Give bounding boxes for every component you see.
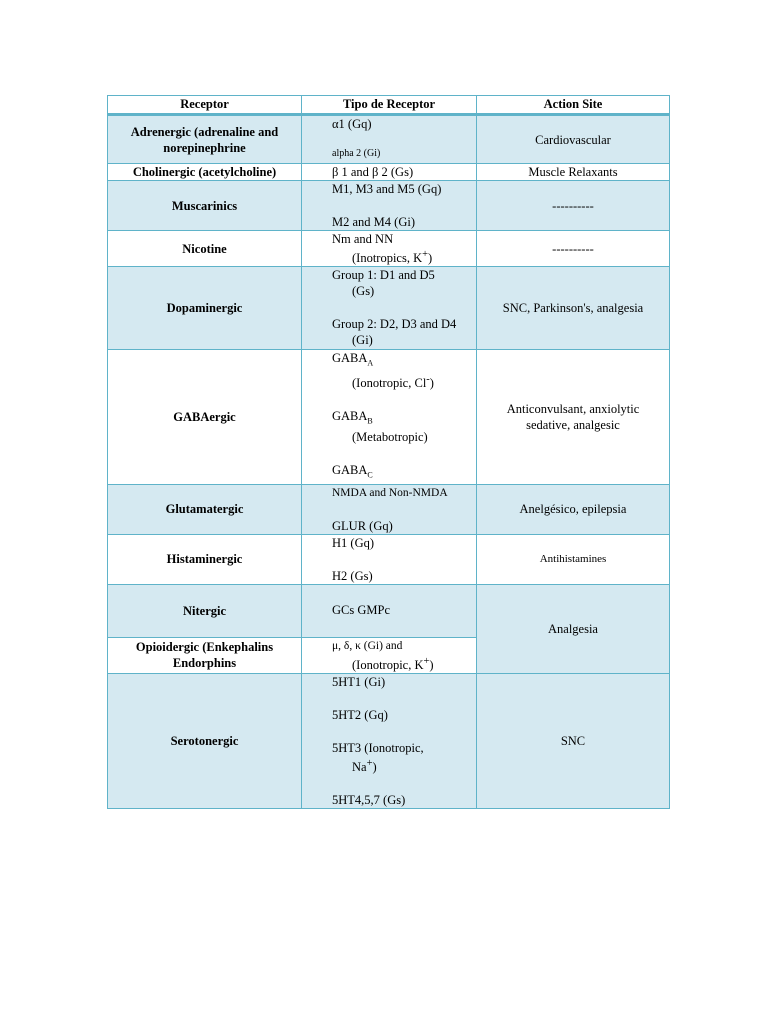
type-item: α1 (Gq) (332, 117, 372, 131)
superscript: + (422, 249, 428, 260)
type-item: H1 (Gq) (332, 535, 375, 550)
action-site: SNC, Parkinson's, analgesia (477, 267, 670, 350)
paren: ) (429, 375, 434, 390)
action-site: Anticonvulsant, anxiolytic sedative, analgesic (477, 350, 670, 485)
header-row (108, 96, 670, 115)
row-muscarinics (108, 181, 670, 231)
row-glutamatergic (108, 484, 670, 534)
header-action-site: Action Site (477, 96, 670, 115)
type-detail: (Gs) (352, 284, 375, 299)
type-item: M2 and M4 (Gi) (332, 215, 415, 229)
superscript: + (423, 655, 430, 667)
paren: ) (428, 251, 433, 266)
type-detail: Na (352, 760, 367, 775)
type-item: GABA (332, 408, 368, 423)
subscript: B (367, 416, 373, 426)
receptor-name: Dopaminergic (108, 267, 302, 350)
receptor-name: Nicotine (108, 231, 302, 267)
receptor-name: Muscarinics (108, 181, 302, 231)
superscript: - (426, 373, 430, 385)
receptor-types (302, 164, 477, 181)
type-detail: (Inotropics, K (352, 251, 423, 266)
type-item: alpha 2 (Gi) (332, 148, 381, 159)
receptor-name: Histaminergic (108, 534, 302, 584)
receptor-types (302, 350, 477, 485)
receptor-types (302, 673, 477, 808)
type-detail: (Gi) (352, 333, 373, 348)
type-detail: (Ionotropic, K (352, 657, 424, 672)
type-item: β 1 and β 2 (Gs) (332, 165, 414, 179)
type-item: 5HT1 (Gi) (332, 674, 386, 689)
type-item: GMPc (354, 602, 391, 617)
type-item: H2 (Gs) (332, 568, 373, 583)
type-item: Group 2: D2, D3 and D4 (332, 317, 457, 332)
receptor-name: Glutamatergic (108, 484, 302, 534)
receptor-types (302, 484, 477, 534)
type-item: 5HT4,5,7 (Gs) (332, 793, 406, 808)
receptor-name: Opioidergic (Enkephalins Endorphins (108, 637, 302, 673)
receptor-name: Adrenergic (adrenaline and norepinephrine (108, 115, 302, 164)
receptor-types (302, 267, 477, 350)
action-site: SNC (477, 673, 670, 808)
type-item: GABA (332, 351, 368, 366)
paren: ) (372, 760, 377, 775)
row-nicotine (108, 231, 670, 267)
type-detail: (Metabotropic) (352, 430, 428, 445)
type-item: 5HT2 (Gq) (332, 707, 388, 722)
action-site: Cardiovascular (477, 115, 670, 164)
action-site: Muscle Relaxants (477, 164, 670, 181)
row-serotonergic (108, 673, 670, 808)
receptor-name: Nitergic (108, 584, 302, 637)
action-site: Antihistamines (477, 534, 670, 584)
type-item: GCs (332, 602, 355, 617)
type-item: μ, δ, κ (Gi) and (332, 639, 403, 652)
row-cholinergic (108, 164, 670, 181)
receptor-types (302, 584, 477, 637)
receptor-types (302, 637, 477, 673)
header-receptor: Receptor (108, 96, 302, 115)
paren: ) (429, 657, 434, 672)
receptor-table (107, 95, 669, 809)
receptor-name: Serotonergic (108, 673, 302, 808)
action-site: ---------- (477, 181, 670, 231)
type-item: Group 1: D1 and D5 (332, 268, 435, 283)
receptor-types (302, 115, 477, 164)
type-item: NMDA and Non-NMDA (332, 486, 448, 499)
receptor-types (302, 231, 477, 267)
header-tipo: Tipo de Receptor (302, 96, 477, 115)
type-item: 5HT3 (Ionotropic, (332, 740, 424, 755)
row-histaminergic (108, 534, 670, 584)
action-site: Anelgésico, epilepsia (477, 484, 670, 534)
subscript: A (367, 358, 374, 368)
receptor-types (302, 534, 477, 584)
receptor-name: GABAergic (108, 350, 302, 485)
type-detail: (Ionotropic, Cl (352, 375, 427, 390)
type-item: Nm and NN (332, 232, 394, 246)
receptor-types (302, 181, 477, 231)
row-dopaminergic (108, 267, 670, 350)
row-gabaergic (108, 350, 670, 485)
subscript: C (367, 470, 373, 480)
row-nitergic (108, 584, 670, 637)
type-item: GABA (332, 463, 368, 478)
action-site: Analgesia (477, 584, 670, 673)
type-item: GLUR (Gq) (332, 518, 393, 533)
type-item: M1, M3 and M5 (Gq) (332, 182, 442, 196)
receptor-name: Cholinergic (acetylcholine) (108, 164, 302, 181)
row-adrenergic (108, 115, 670, 164)
action-site: ---------- (477, 231, 670, 267)
superscript: + (366, 757, 373, 769)
